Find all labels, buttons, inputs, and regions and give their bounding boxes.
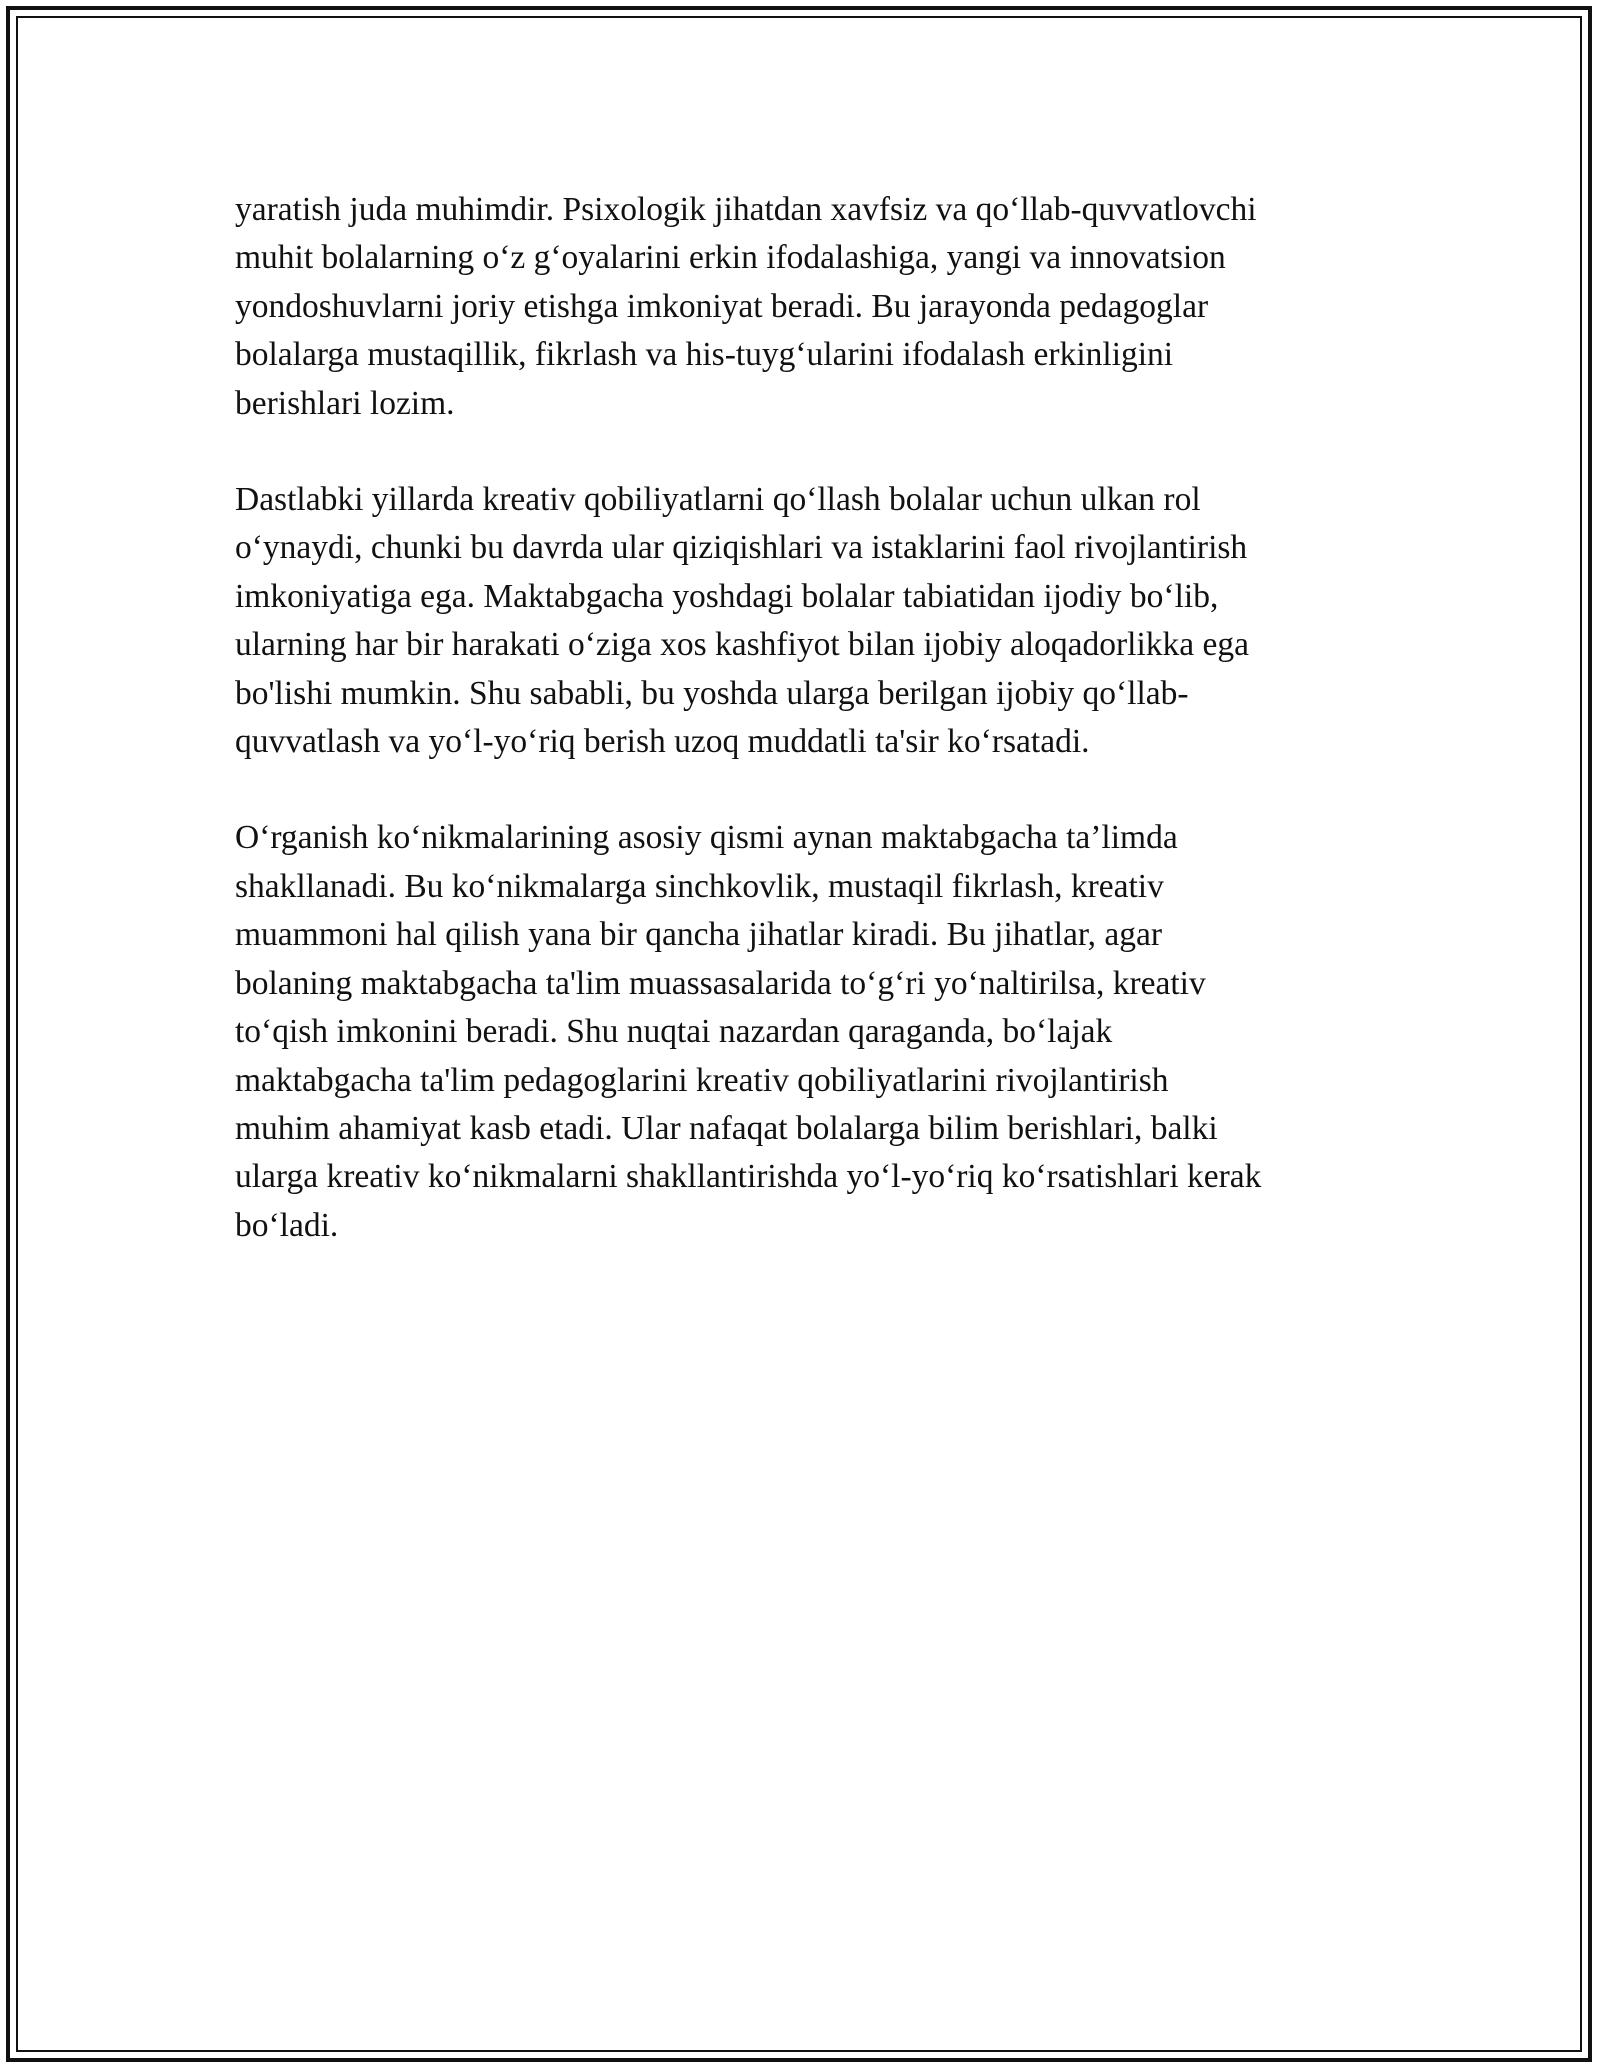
document-body [235,186,1370,1298]
paragraph-2: Dastlabki yillarda kreativ qobiliyatlarni qo‘llash bolalar uchun ulkan rol o‘ynaydi, chunki bu davrda ular qiziqishlari va istaklarini faol rivojlantirish imkoniyatiga ega. Maktabgacha yoshdagi bolalar tabiatidan ijodiy bo‘lib, ularning har bir harakati o‘ziga xos kashfiyot bilan ijobiy aloqadorlikka ega bo'lishi mumkin. Shu sababli, bu yoshda ularga berilgan ijobiy qo‘llab- quvvatlash va yo‘l-yo‘riq berish uzoq muddatli ta'sir ko‘rsatadi. [235,481,1249,761]
paragraph-1: yaratish juda muhimdir. Psixologik jihatdan xavfsiz va qo‘llab-quvvatlovchi muhit bolalarning o‘z g‘oyalarini erkin ifodalashiga, yangi va innovatsion yondoshuvlarni joriy etishga imkoniyat beradi. Bu jarayonda pedagoglar bolalarga mustaqillik, fikrlash va his-tuyg‘ularini ifodalash erkinligini berishlari lozim. [235,191,1257,422]
paragraph-3: O‘rganish ko‘nikmalarining asosiy qismi aynan maktabgacha ta’limda shakllanadi. Bu ko‘nikmalarga sinchkovlik, mustaqil fikrlash, kreativ muammoni hal qilish yana bir qancha jihatlar kiradi. Bu jihatlar, agar bolaning maktabgacha ta'lim muassasalarida to‘g‘ri yo‘naltirilsa, kreativ to‘qish imkonini beradi. Shu nuqtai nazardan qaraganda, bo‘lajak maktabgacha ta'lim pedagoglarini kreativ qobiliyatlarini rivojlantirish muhim ahamiyat kasb etadi. Ular nafaqat bolalarga bilim berishlari, balki ularga kreativ ko‘nikmalarni shakllantirishda yo‘l-yo‘riq ko‘rsatishlari kerak bo‘ladi. [235,819,1262,1244]
